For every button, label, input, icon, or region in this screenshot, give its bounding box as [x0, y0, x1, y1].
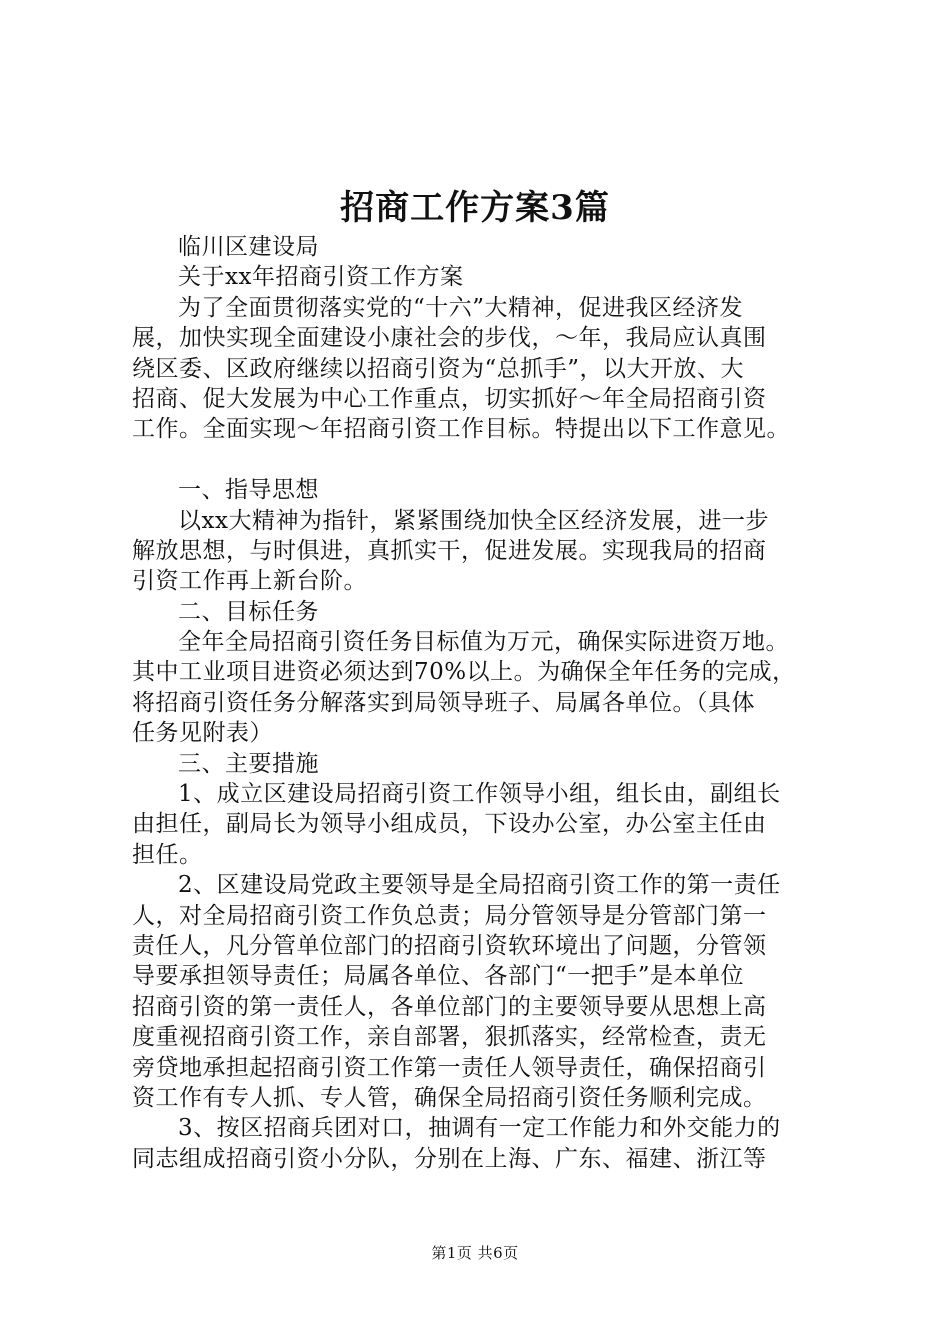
text-line: 1、成立区建设局招商引资工作领导小组，组长由，副组长 — [178, 781, 781, 808]
text-line: 2、区建设局党政主要领导是全局招商引资工作的第一责任 — [178, 872, 781, 899]
text-line: 资工作有专人抓、专人管，确保全局招商引资任务顺利完成。 — [132, 1084, 767, 1111]
text-line: 一、指导思想 — [178, 477, 319, 504]
text-line: 为了全面贯彻落实党的“十六”大精神，促进我区经济发 — [178, 294, 744, 321]
document-body — [132, 232, 832, 1174]
text-line: 以xx大精神为指针，紧紧围绕加快全区经济发展，进一步 — [178, 507, 769, 534]
text-line: 旁贷地承担起招商引资工作第一责任人领导责任，确保招商引 — [132, 1054, 767, 1081]
text-line: 责任人，凡分管单位部门的招商引资软环境出了问题，分管领 — [132, 932, 767, 959]
document-title: 招商工作方案3篇 — [340, 188, 610, 228]
text-line: 二、目标任务 — [178, 598, 319, 625]
text-line: 将招商引资任务分解落实到局领导班子、局属各单位。（具体 — [132, 689, 755, 716]
text-line: 任务见附表） — [132, 720, 273, 747]
text-line: 3、按区招商兵团对口，抽调有一定工作能力和外交能力的 — [178, 1115, 781, 1142]
text-line: 担任。 — [132, 841, 203, 868]
text-line: 展，加快实现全面建设小康社会的步伐，～年，我局应认真围 — [132, 325, 767, 352]
text-line: 关于xx年招商引资工作方案 — [178, 264, 464, 291]
text-line: 招商引资的第一责任人，各单位部门的主要领导要从思想上高 — [132, 993, 767, 1020]
text-line: 由担任，副局长为领导小组成员，下设办公室，办公室主任由 — [132, 811, 767, 838]
text-line: 招商、促大发展为中心工作重点，切实抓好～年全局招商引资 — [132, 385, 767, 412]
text-line: 工作。全面实现～年招商引资工作目标。特提出以下工作意见。 — [132, 416, 790, 443]
text-line: 人，对全局招商引资工作负总责；局分管领导是分管部门第一 — [132, 902, 767, 929]
text-line: 导要承担领导责任；局属各单位、各部门“一把手”是本单位 — [132, 963, 745, 990]
text-line: 同志组成招商引资小分队，分别在上海、广东、福建、浙江等 — [132, 1145, 767, 1172]
blank-line — [132, 445, 832, 475]
text-line: 临川区建设局 — [178, 234, 319, 260]
text-line: 其中工业项目进资必须达到70%以上。为确保全年任务的完成， — [132, 659, 796, 686]
text-line: 度重视招商引资工作，亲自部署，狠抓落实，经常检查，责无 — [132, 1024, 767, 1051]
text-line: 绕区委、区政府继续以招商引资为“总抓手”，以大开放、大 — [132, 355, 745, 382]
page-footer: 第1页 共6页 — [431, 1244, 519, 1262]
text-line: 引资工作再上新台阶。 — [132, 568, 367, 595]
text-line: 解放思想，与时俱进，真抓实干，促进发展。实现我局的招商 — [132, 537, 767, 564]
text-line: 全年全局招商引资任务目标值为万元，确保实际进资万地。 — [178, 629, 789, 656]
text-line: 三、主要措施 — [178, 750, 319, 777]
